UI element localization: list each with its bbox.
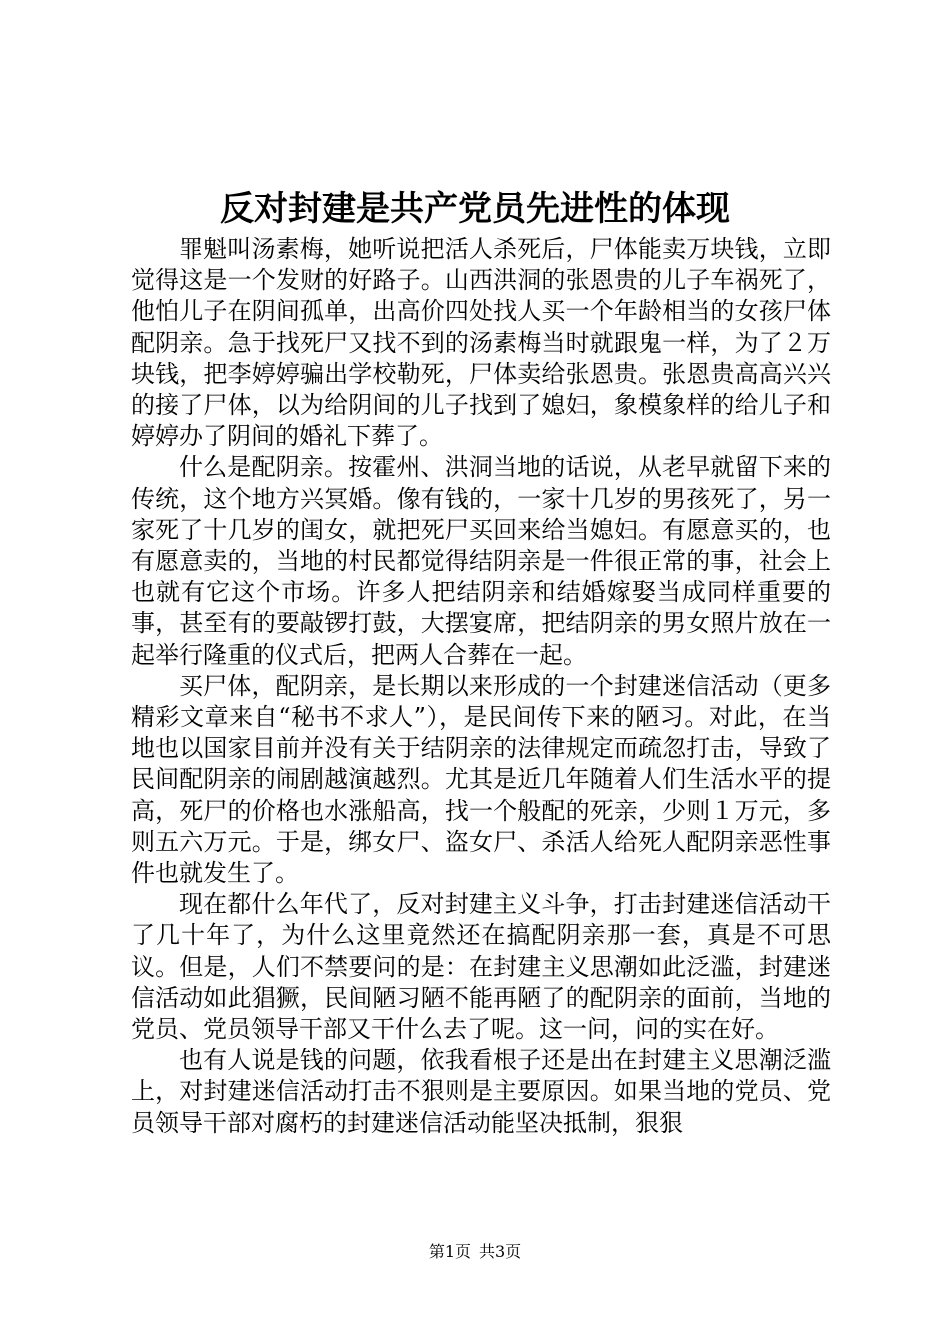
document-body <box>131 234 831 1139</box>
paragraph-4: 现在都什么年代了，反对封建主义斗争，打击封建迷信活动干了几十年了，为什么这里竟然还在搞配阴亲那一套，真是不可思议。但是，人们不禁要问的是：在封建主义思潮如此泛滥，封建迷信活动如此猖獗，民间陋习陋不能再陋了的配阴亲的面前，当地的党员、党员领导干部又干什么去了呢。这一问，问的实在好。 <box>131 890 831 1044</box>
paragraph-2: 什么是配阴亲。按霍州、洪洞当地的话说，从老早就留下来的传统，这个地方兴冥婚。像有钱的，一家十几岁的男孩死了，另一家死了十几岁的闺女，就把死尸买回来给当媳妇。有愿意买的，也有愿意卖的，当地的村民都觉得结阴亲是一件很正常的事，社会上也就有它这个市场。许多人把结阴亲和结婚嫁娶当成同样重要的事，甚至有的要敲锣打鼓，大摆宴席，把结阴亲的男女照片放在一起举行隆重的仪式后，把两人合葬在一起。 <box>131 453 831 669</box>
document-title: 反对封建是共产党员先进性的体现 <box>220 189 730 229</box>
page-number: 第1页 <box>428 1242 471 1261</box>
page-footer <box>0 1241 950 1263</box>
paragraph-3: 买尸体，配阴亲，是长期以来形成的一个封建迷信活动（更多精彩文章来自“秘书不求人”），是民间传下来的陋习。对此，在当地也以国家目前并没有关于结阴亲的法律规定而疏忽打击，导致了民间配阴亲的闹剧越演越烈。尤其是近几年随着人们生活水平的提高，死尸的价格也水涨船高，找一个般配的死亲，少则１万元，多则五六万元。于是，绑女尸、盗女尸、杀活人给死人配阴亲恶性事件也就发生了。 <box>131 671 831 888</box>
paragraph-5: 也有人说是钱的问题，依我看根子还是出在封建主义思潮泛滥上，对封建迷信活动打击不狠则是主要原因。如果当地的党员、党员领导干部对腐朽的封建迷信活动能坚决抵制，狠狠 <box>131 1046 831 1137</box>
paragraph-1: 罪魁叫汤素梅，她听说把活人杀死后，尸体能卖万块钱，立即觉得这是一个发财的好路子。山西洪洞的张恩贵的儿子车祸死了，他怕儿子在阴间孤单，出高价四处找人买一个年龄相当的女孩尸体配阴亲。急于找死尸又找不到的汤素梅当时就跟鬼一样，为了２万块钱，把李婷婷骗出学校勒死，尸体卖给张恩贵。张恩贵高高兴兴的接了尸体，以为给阴间的儿子找到了媳妇，象模象样的给儿子和婷婷办了阴间的婚礼下葬了。 <box>131 235 831 451</box>
page-count: 共3页 <box>479 1242 522 1261</box>
